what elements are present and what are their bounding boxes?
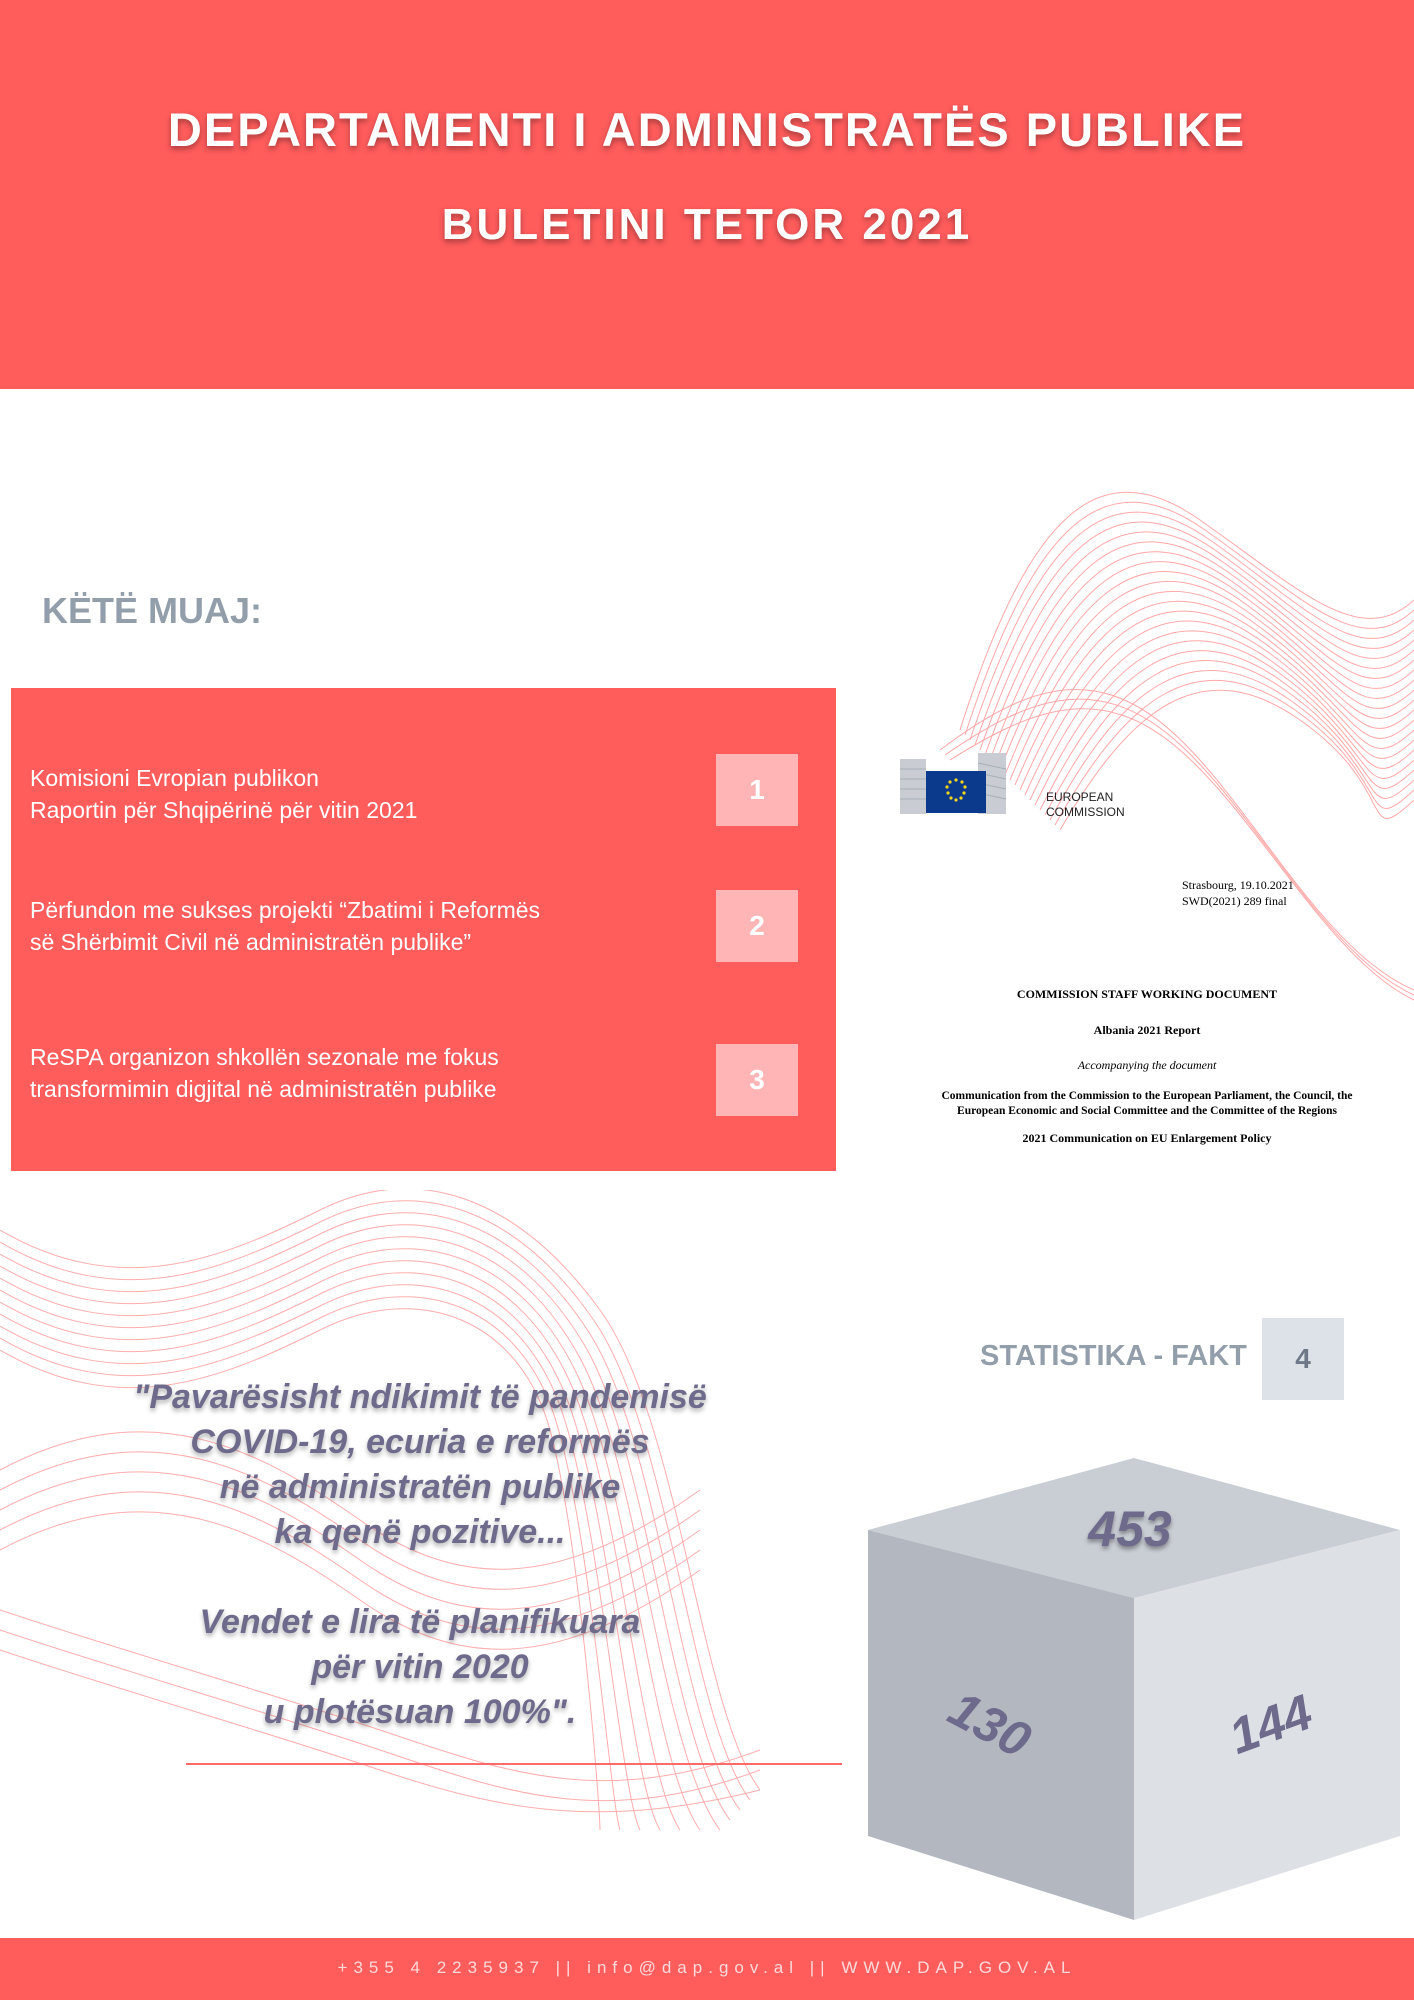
cube-left-value: 130 bbox=[939, 1680, 1040, 1769]
section-heading: KËTË MUAJ: bbox=[42, 590, 263, 631]
quote-divider bbox=[186, 1763, 842, 1765]
logo-line2: COMMISSION bbox=[1046, 805, 1125, 819]
doc-communication-line1: Communication from the Commission to the European Parliament, the Council, the bbox=[941, 1090, 1353, 1102]
doc-communication-line2: European Economic and Social Committee and the Committee of the Regions bbox=[957, 1105, 1337, 1117]
footer-contact: +355 4 2235937 || info@dap.gov.al || WWW.DAP.GOV.AL bbox=[337, 1958, 1077, 1977]
doc-place-date-block bbox=[1182, 877, 1294, 909]
doc-communication bbox=[880, 1089, 1414, 1119]
quote-block bbox=[40, 1375, 800, 1735]
news-item-2[interactable] bbox=[30, 894, 680, 958]
news-number-badge-2: 2 bbox=[716, 890, 798, 962]
quote-line-1: "Pavarësisht ndikimit të pandemisë bbox=[133, 1378, 707, 1416]
news-item-3-line1: ReSPA organizon shkollën sezonale me fokus bbox=[30, 1044, 499, 1070]
page-subtitle: BULETINI TETOR 2021 bbox=[441, 200, 973, 249]
news-item-3[interactable] bbox=[30, 1041, 680, 1105]
statistics-cube bbox=[868, 1458, 1400, 1920]
cube-top-value: 453 bbox=[1088, 1501, 1172, 1557]
logo-line1: EUROPEAN bbox=[1046, 790, 1114, 804]
news-item-2-line1: Përfundon me sukses projekti “Zbatimi i Reformës bbox=[30, 897, 541, 923]
news-number-badge-1: 1 bbox=[716, 754, 798, 826]
news-item-1-line2: Raportin për Shqipërinë për vitin 2021 bbox=[30, 797, 418, 823]
news-item-1-line1: Komisioni Evropian publikon bbox=[30, 765, 319, 791]
news-item-3-line2: transformimin digjital në administratën publike bbox=[30, 1076, 497, 1102]
doc-reference: SWD(2021) 289 final bbox=[1182, 894, 1287, 908]
eu-report-preview bbox=[880, 735, 1414, 1155]
doc-policy: 2021 Communication on EU Enlargement Policy bbox=[1022, 1131, 1272, 1145]
news-item-2-line2: së Shërbimit Civil në administratën publike” bbox=[30, 929, 472, 955]
quote-line-4: ka qenë pozitive... bbox=[274, 1513, 566, 1551]
doc-report-title: Albania 2021 Report bbox=[1093, 1023, 1201, 1037]
eu-commission-wordmark bbox=[1046, 790, 1125, 820]
doc-type: COMMISSION STAFF WORKING DOCUMENT bbox=[1016, 987, 1278, 1001]
cube-right-value: 144 bbox=[1221, 1683, 1320, 1765]
quote-spacer bbox=[40, 1555, 800, 1600]
doc-accompanying: Accompanying the document bbox=[1077, 1058, 1217, 1072]
news-number-badge-3: 3 bbox=[716, 1044, 798, 1116]
news-item-1[interactable] bbox=[30, 762, 680, 826]
eu-commission-logo-icon bbox=[898, 749, 1010, 819]
quote-line-6: Vendet e lira të planifikuara bbox=[199, 1603, 641, 1641]
quote-line-8: u plotësuan 100%". bbox=[263, 1693, 577, 1731]
quote-line-2: COVID-19, ecuria e reformës bbox=[190, 1423, 650, 1461]
quote-line-7: për vitin 2020 bbox=[311, 1648, 529, 1686]
stats-label: STATISTIKA - FAKT bbox=[980, 1340, 1247, 1372]
quote-line-3: në administratën publike bbox=[219, 1468, 621, 1506]
stats-number-badge: 4 bbox=[1262, 1318, 1344, 1400]
page-title: DEPARTAMENTI I ADMINISTRATËS PUBLIKE bbox=[167, 103, 1247, 156]
header-banner bbox=[0, 0, 1414, 389]
doc-place-date: Strasbourg, 19.10.2021 bbox=[1182, 878, 1294, 892]
